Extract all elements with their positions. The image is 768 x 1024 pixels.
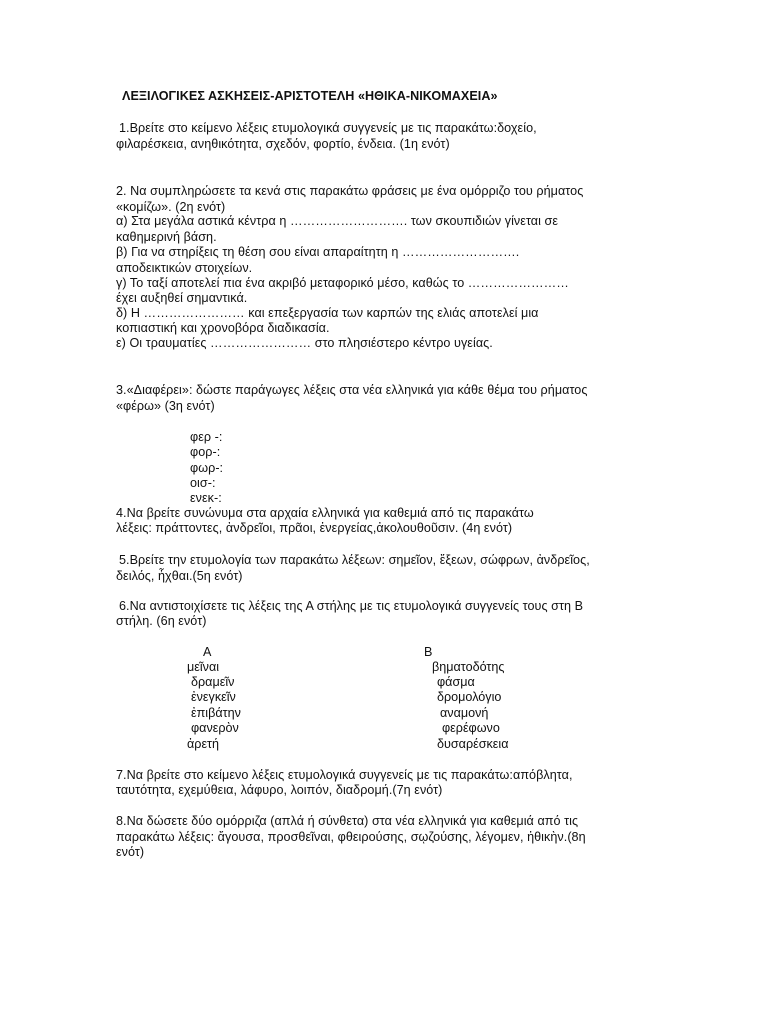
exercise-4-line-2: λέξεις: πράττοντες, ἀνδρεῖοι, πρᾶοι, ἐνεργείας,ἀκολουθοῦσιν. (4η ενότ) bbox=[116, 521, 513, 535]
exercise-8-line-3: ενότ) bbox=[116, 845, 145, 859]
stem-enek: ενεκ-: bbox=[190, 491, 222, 505]
exercise-2-item-b: β) Για να στηρίξεις τη θέση σου είναι απαραίτητη η ………………………. bbox=[116, 245, 520, 259]
exercise-3-line-2: «φέρω» (3η ενότ) bbox=[116, 399, 215, 413]
exercise-2-item-a: α) Στα μεγάλα αστικά κέντρα η ………………………. των σκουπιδιών γίνεται σε bbox=[116, 214, 559, 228]
column-a-word: ἀρετή bbox=[187, 737, 220, 751]
column-b-header: Β bbox=[424, 645, 433, 659]
page-title: ΛΕΞΙΛΟΓΙΚΕΣ ΑΣΚΗΣΕΙΣ-ΑΡΙΣΤΟΤΕΛΗ «ΗΘΙΚΑ-ΝΙΚΟΜΑΧΕΙΑ» bbox=[122, 89, 498, 103]
column-b-word: φερέφωνο bbox=[442, 721, 500, 735]
exercise-7-line-2: ταυτότητα, εχεμύθεια, λάφυρο, λοιπόν, διαδρομή.(7η ενότ) bbox=[116, 783, 443, 797]
column-b-word: δυσαρέσκεια bbox=[437, 737, 509, 751]
exercise-6-line-2: στήλη. (6η ενότ) bbox=[116, 614, 207, 628]
column-b-word: βηματοδότης bbox=[432, 660, 505, 674]
exercise-2-item-d: δ) Η …………………… και επεξεργασία των καρπών της ελιάς αποτελεί μια bbox=[116, 306, 539, 320]
column-a-word: μεῖναι bbox=[187, 660, 220, 674]
exercise-8-line-1: 8.Να δώσετε δύο ομόρριζα (απλά ή σύνθετα) στα νέα ελληνικά για καθεμιά από τις bbox=[116, 814, 579, 828]
exercise-1-line-1: 1.Βρείτε στο κείμενο λέξεις ετυμολογικά συγγενείς με τις παρακάτω:δοχείο, bbox=[119, 121, 537, 135]
exercise-2-item-e: ε) Οι τραυματίες …………………… στο πλησιέστερο κέντρο υγείας. bbox=[116, 336, 493, 350]
exercise-5-line-1: 5.Βρείτε την ετυμολογία των παρακάτω λέξεων: σημεῖον, ἕξεων, σώφρων, ἀνδρεῖος, bbox=[119, 553, 590, 567]
stem-for: φορ-: bbox=[190, 445, 221, 459]
exercise-5-line-2: δειλός, ἧχθαι.(5η ενότ) bbox=[116, 569, 243, 583]
exercise-7-line-1: 7.Να βρείτε στο κείμενο λέξεις ετυμολογικά συγγενείς με τις παρακάτω:απόβλητα, bbox=[116, 768, 573, 782]
exercise-8-line-2: παρακάτω λέξεις: ἄγουσα, προσθεῖναι, φθειρούσης, σῳζούσης, λέγομεν, ἠθικὴν.(8η bbox=[116, 830, 586, 844]
exercise-2-line-2: «κομίζω». (2η ενότ) bbox=[116, 200, 226, 214]
exercise-2-line-1: 2. Να συμπληρώσετε τα κενά στις παρακάτω φράσεις με ένα ομόρριζο του ρήματος bbox=[116, 184, 584, 198]
exercise-2-item-a-cont: καθημερινή βάση. bbox=[116, 230, 217, 244]
stem-ois: οισ-: bbox=[190, 476, 216, 490]
column-b-word: φάσμα bbox=[437, 675, 475, 689]
exercise-4-line-1: 4.Να βρείτε συνώνυμα στα αρχαία ελληνικά για καθεμιά από τις παρακάτω bbox=[116, 506, 534, 520]
exercise-2-item-c: γ) Το ταξί αποτελεί πια ένα ακριβό μεταφορικό μέσο, καθώς το …………………… bbox=[116, 276, 569, 290]
stem-fer: φερ -: bbox=[190, 430, 223, 444]
column-a-word: δραμεῖν bbox=[191, 675, 235, 689]
column-b-word: δρομολόγιο bbox=[437, 690, 502, 704]
exercise-3-line-1: 3.«Διαφέρει»: δώστε παράγωγες λέξεις στα νέα ελληνικά για κάθε θέμα του ρήματος bbox=[116, 383, 588, 397]
exercise-2-item-c-cont: έχει αυξηθεί σημαντικά. bbox=[116, 291, 248, 305]
stem-fwr: φωρ-: bbox=[190, 461, 224, 475]
column-b-word: αναμονή bbox=[440, 706, 489, 720]
column-a-word: ἐπιβάτην bbox=[191, 706, 241, 720]
exercise-1-line-2: φιλαρέσκεια, ανηθικότητα, σχεδόν, φορτίο, ένδεια. (1η ενότ) bbox=[116, 137, 450, 151]
column-a-header: Α bbox=[203, 645, 212, 659]
exercise-6-line-1: 6.Να αντιστοιχίσετε τις λέξεις της Α στήλης με τις ετυμολογικά συγγενείς τους στη Β bbox=[119, 599, 584, 613]
exercise-2-item-b-cont: αποδεικτικών στοιχείων. bbox=[116, 261, 253, 275]
exercise-2-item-d-cont: κοπιαστική και χρονοβόρα διαδικασία. bbox=[116, 321, 330, 335]
column-a-word: ἐνεγκεῖν bbox=[191, 690, 236, 704]
column-a-word: φανερὸν bbox=[191, 721, 239, 735]
